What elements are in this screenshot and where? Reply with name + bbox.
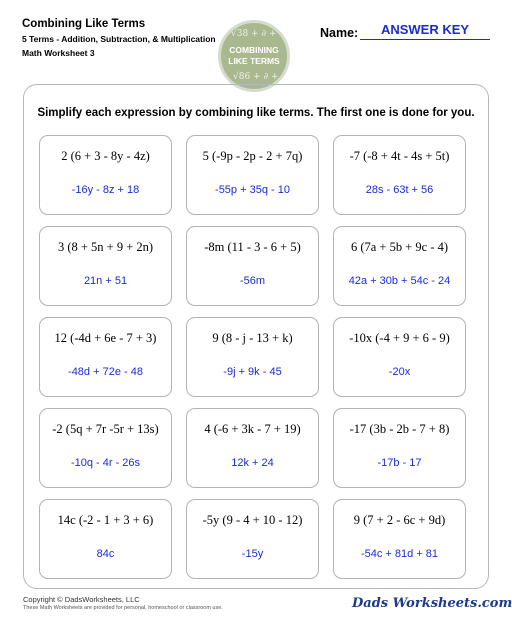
problem-card bbox=[186, 135, 319, 215]
problem-answer: -15y bbox=[241, 548, 264, 560]
problem-expression: -5y (9 - 4 + 10 - 12) bbox=[202, 513, 303, 527]
problem-card bbox=[333, 135, 466, 215]
badge-line-1: COMBINING bbox=[229, 45, 279, 55]
problem-answer: -54c + 81d + 81 bbox=[360, 548, 439, 560]
instructions: Simplify each expression by combining like terms. The first one is done for you. bbox=[37, 107, 475, 119]
problem-answer: -55p + 35q - 10 bbox=[215, 184, 290, 196]
problem-card bbox=[39, 499, 172, 579]
math-decoration-icon: √38 + ∂ + bbox=[231, 29, 277, 39]
logo-text: Dads Worksheets.com bbox=[352, 596, 512, 611]
problem-answer: 21n + 51 bbox=[83, 275, 128, 287]
math-decoration-icon: √86 + ∂ + bbox=[233, 72, 279, 82]
problem-expression: -2 (5q + 7r -5r + 13s) bbox=[52, 422, 159, 436]
problem-expression: 12 (-4d + 6e - 7 + 3) bbox=[54, 331, 157, 345]
problem-card bbox=[186, 226, 319, 306]
problem-card bbox=[186, 317, 319, 397]
problem-expression: 5 (-9p - 2p - 2 + 7q) bbox=[202, 149, 303, 163]
usage-note: These Math Worksheets are provided for personal, homeschool or classroom use. bbox=[23, 605, 223, 611]
problem-expression: 2 (6 + 3 - 8y - 4z) bbox=[61, 149, 150, 163]
problem-answer: 42a + 30b + 54c - 24 bbox=[348, 275, 451, 287]
problem-card bbox=[39, 135, 172, 215]
topic-badge bbox=[218, 20, 290, 92]
problem-expression: -8m (11 - 3 - 6 + 5) bbox=[204, 240, 301, 254]
worksheet-subtitle: 5 Terms - Addition, Subtraction, & Multiplication bbox=[22, 34, 216, 44]
badge-line-2: LIKE TERMS bbox=[228, 56, 280, 66]
problem-answer: -56m bbox=[239, 275, 266, 287]
problem-expression: 14c (-2 - 1 + 3 + 6) bbox=[57, 513, 154, 527]
problem-expression: -17 (3b - 2b - 7 + 8) bbox=[349, 422, 450, 436]
problem-card bbox=[39, 408, 172, 488]
answer-key-text: ANSWER KEY bbox=[380, 22, 470, 37]
problem-card bbox=[186, 499, 319, 579]
problem-answer: -9j + 9k - 45 bbox=[223, 366, 282, 378]
problem-answer: -48d + 72e - 48 bbox=[68, 366, 143, 378]
problem-expression: 6 (7a + 5b + 9c - 4) bbox=[350, 240, 449, 254]
name-underline bbox=[360, 39, 490, 40]
problem-card bbox=[333, 317, 466, 397]
problem-expression: 4 (-6 + 3k - 7 + 19) bbox=[204, 422, 301, 436]
problem-card bbox=[333, 408, 466, 488]
problem-card bbox=[333, 226, 466, 306]
problem-card bbox=[39, 226, 172, 306]
copyright-text: Copyright © DadsWorksheets, LLC bbox=[23, 595, 140, 604]
problem-answer: -17b - 17 bbox=[377, 457, 422, 469]
problem-card bbox=[186, 408, 319, 488]
dadsworksheets-logo[interactable] bbox=[352, 594, 512, 614]
problem-answer: 12k + 24 bbox=[231, 457, 274, 469]
worksheet-number: Math Worksheet 3 bbox=[22, 48, 95, 58]
problem-expression: 3 (8 + 5n + 9 + 2n) bbox=[57, 240, 154, 254]
problem-answer: 84c bbox=[96, 548, 115, 560]
problem-expression: 9 (8 - j - 13 + k) bbox=[212, 331, 293, 345]
problem-grid bbox=[39, 135, 473, 579]
problem-answer: -10q - 4r - 26s bbox=[70, 457, 141, 469]
name-label: Name: bbox=[320, 26, 359, 40]
problem-card bbox=[333, 499, 466, 579]
problem-card bbox=[39, 317, 172, 397]
worksheet-title: Combining Like Terms bbox=[22, 18, 146, 30]
worksheet-header bbox=[22, 17, 216, 60]
problem-answer: -16y - 8z + 18 bbox=[71, 184, 140, 196]
problem-answer: -20x bbox=[388, 366, 411, 378]
problem-answer: 28s - 63t + 56 bbox=[365, 184, 434, 196]
problem-expression: 9 (7 + 2 - 6c + 9d) bbox=[353, 513, 446, 527]
problem-expression: -7 (-8 + 4t - 4s + 5t) bbox=[349, 149, 450, 163]
problem-expression: -10x (-4 + 9 + 6 - 9) bbox=[349, 331, 450, 345]
